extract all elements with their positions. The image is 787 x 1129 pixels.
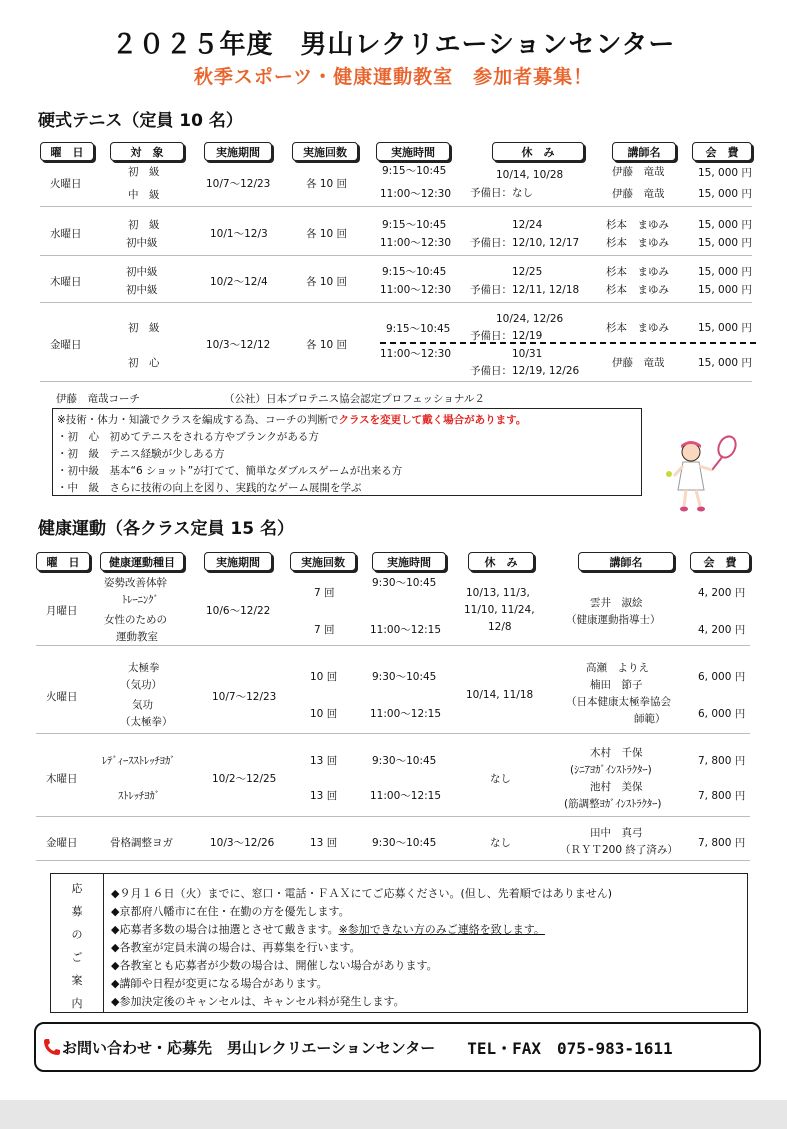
info-side-char: ご bbox=[71, 951, 83, 964]
time: 9:15～10:45 bbox=[386, 323, 451, 335]
holiday: 10/14, 11/18 bbox=[466, 689, 534, 701]
contact-tel: TEL・FAX 075-983-1611 bbox=[467, 1038, 673, 1058]
holiday: 10/31 bbox=[512, 348, 543, 360]
coach-note-cert: （公社）日本プロテニス協会認定プロフェッショナル２ bbox=[224, 393, 485, 405]
health-section-title: 健康運動（各クラス定員 15 名） bbox=[38, 519, 294, 539]
count: 13 回 bbox=[310, 755, 338, 767]
fee: 7, 800 円 bbox=[698, 790, 746, 802]
spare-day: 予備日：12/10, 12/17 bbox=[470, 237, 580, 249]
event: 骨格調整ヨガ bbox=[110, 837, 173, 849]
level: 初 心 bbox=[128, 357, 160, 369]
coach: 杉本 まゆみ bbox=[606, 237, 669, 249]
time: 9:15～10:45 bbox=[382, 165, 447, 177]
fee: 7, 800 円 bbox=[698, 837, 746, 849]
coach-note-name: 伊藤 竜哉コーチ bbox=[56, 393, 140, 405]
event: 運動教室 bbox=[116, 631, 158, 643]
row-divider bbox=[40, 255, 752, 256]
health-header-coach: 講師名 bbox=[578, 552, 674, 571]
level: 初中級 bbox=[126, 266, 158, 278]
info-side-char: 応 bbox=[71, 882, 83, 895]
time: 11:00～12:30 bbox=[380, 284, 452, 296]
time: 11:00～12:30 bbox=[380, 237, 452, 249]
count: 各 10 回 bbox=[306, 228, 348, 240]
count: 13 回 bbox=[310, 790, 338, 802]
info-line-text: ◆応募者多数の場合は抽選とさせて戴きます。 bbox=[111, 923, 339, 936]
coach: 高瀬 よりえ bbox=[586, 662, 649, 674]
fee: 4, 200 円 bbox=[698, 624, 746, 636]
info-side-char: 案 bbox=[71, 974, 83, 987]
tennis-header-target: 対 象 bbox=[110, 142, 184, 161]
holiday: なし bbox=[490, 773, 511, 785]
page-subtitle: 秋季スポーツ・健康運動教室 参加者募集！ bbox=[193, 66, 594, 88]
day: 金曜日 bbox=[50, 339, 82, 351]
coach: 田中 真弓 bbox=[590, 827, 643, 839]
event: ﾄﾚｰﾆﾝｸﾞ bbox=[122, 594, 159, 606]
day: 木曜日 bbox=[50, 276, 82, 288]
fee: 4, 200 円 bbox=[698, 587, 746, 599]
coach: （ＲＹＴ200 終了済み） bbox=[560, 844, 678, 856]
event: ｽﾄﾚｯﾁﾖｶﾞ bbox=[118, 790, 160, 802]
fee: 7, 800 円 bbox=[698, 755, 746, 767]
holiday: 12/25 bbox=[512, 266, 543, 278]
health-header-event: 健康運動種目 bbox=[100, 552, 184, 571]
coach: （日本健康太極拳協会 bbox=[566, 696, 671, 708]
period: 10/7～12/23 bbox=[212, 691, 277, 703]
level-note: ・初 級 テニス経験が少しある方 bbox=[57, 448, 225, 460]
tennis-header-time: 実施時間 bbox=[376, 142, 450, 161]
info-divider bbox=[103, 874, 104, 1012]
level-note: ・初中級 基本“6 ショット”が打てて、簡単なダブルスゲームが出来る方 bbox=[57, 465, 403, 477]
fee: 15, 000 円 bbox=[698, 237, 752, 249]
note-prefix: ※技術・体力・知識でクラスを編成する為、コーチの判断で bbox=[57, 414, 339, 426]
time: 9:30～10:45 bbox=[372, 837, 437, 849]
event: （太極拳） bbox=[120, 716, 173, 728]
fee: 6, 000 円 bbox=[698, 708, 746, 720]
period: 10/3～12/26 bbox=[210, 837, 275, 849]
contact-label: お問い合わせ・応募先 男山レクリエーションセンター bbox=[62, 1038, 436, 1057]
day: 木曜日 bbox=[46, 773, 78, 785]
spare-day: 予備日：12/19 bbox=[470, 330, 543, 342]
tennis-header-count: 実施回数 bbox=[292, 142, 358, 161]
coach: 楠田 節子 bbox=[590, 679, 643, 691]
row-divider bbox=[36, 645, 750, 646]
fee: 15, 000 円 bbox=[698, 266, 752, 278]
coach: 杉本 まゆみ bbox=[606, 284, 669, 296]
time: 11:00～12:15 bbox=[370, 790, 442, 802]
row-divider bbox=[40, 381, 752, 382]
tennis-header-coach: 講師名 bbox=[612, 142, 676, 161]
fee: 15, 000 円 bbox=[698, 357, 752, 369]
tennis-header-holiday: 休 み bbox=[492, 142, 584, 161]
health-header-holiday: 休 み bbox=[468, 552, 534, 571]
level: 中 級 bbox=[128, 189, 160, 201]
coach: 木村 千保 bbox=[590, 747, 643, 759]
info-side-char: 募 bbox=[71, 905, 83, 918]
page-bottom-bar bbox=[0, 1100, 787, 1129]
day: 月曜日 bbox=[46, 605, 78, 617]
application-info-box bbox=[50, 873, 748, 1013]
time: 11:00～12:15 bbox=[370, 708, 442, 720]
page-title: ２０２５年度 男山レクリエーションセンター bbox=[111, 30, 676, 60]
note-red: クラスを変更して戴く場合があります。 bbox=[338, 414, 527, 426]
info-line: ◆各教室が定員未満の場合は、再募集を行います。 bbox=[111, 941, 361, 954]
time: 9:30～10:45 bbox=[372, 577, 437, 589]
class-change-note bbox=[57, 412, 526, 427]
fee: 15, 000 円 bbox=[698, 219, 752, 231]
spare-day: 予備日：12/19, 12/26 bbox=[470, 365, 580, 377]
level: 初中級 bbox=[126, 284, 158, 296]
event: 女性のための bbox=[104, 614, 167, 626]
row-divider bbox=[36, 733, 750, 734]
fee: 15, 000 円 bbox=[698, 284, 752, 296]
info-line-lottery bbox=[111, 921, 545, 937]
period: 10/7～12/23 bbox=[206, 178, 271, 190]
health-header-period: 実施期間 bbox=[204, 552, 272, 571]
day: 火曜日 bbox=[50, 178, 82, 190]
fee: 6, 000 円 bbox=[698, 671, 746, 683]
count: 7 回 bbox=[314, 587, 335, 599]
holiday: 11/10, 11/24, bbox=[464, 604, 535, 616]
info-line: ◆各教室とも応募者が少数の場合は、開催しない場合があります。 bbox=[111, 959, 438, 972]
holiday: 12/24 bbox=[512, 219, 543, 231]
coach: 杉本 まゆみ bbox=[606, 322, 669, 334]
time: 9:30～10:45 bbox=[372, 671, 437, 683]
period: 10/2～12/4 bbox=[210, 276, 268, 288]
event: 姿勢改善体幹 bbox=[104, 577, 167, 589]
health-header-fee: 会 費 bbox=[690, 552, 750, 571]
holiday: 10/14, 10/28 bbox=[496, 169, 564, 181]
day: 火曜日 bbox=[46, 691, 78, 703]
fee: 15, 000 円 bbox=[698, 322, 752, 334]
count: 各 10 回 bbox=[306, 276, 348, 288]
health-header-count: 実施回数 bbox=[290, 552, 356, 571]
info-line: ◆参加決定後のキャンセルは、キャンセル料が発生します。 bbox=[111, 995, 405, 1008]
dashed-divider bbox=[380, 342, 756, 344]
coach: 伊藤 竜哉 bbox=[612, 357, 665, 369]
coach: (ｼﾆｱﾖｶﾞｲﾝｽﾄﾗｸﾀｰ) bbox=[570, 764, 652, 776]
row-divider bbox=[36, 860, 750, 861]
time: 11:00～12:15 bbox=[370, 624, 442, 636]
level-note: ・中 級 さらに技術の向上を図り、実践的なゲーム展開を学ぶ bbox=[57, 482, 362, 494]
time: 9:15～10:45 bbox=[382, 219, 447, 231]
health-header-day: 曜 日 bbox=[36, 552, 90, 571]
period: 10/6～12/22 bbox=[206, 605, 271, 617]
phone-icon bbox=[42, 1037, 62, 1057]
health-header-time: 実施時間 bbox=[372, 552, 446, 571]
info-line-underlined: ※参加できない方のみご連絡を致します。 bbox=[338, 923, 545, 936]
contact-box bbox=[34, 1022, 761, 1072]
count: 10 回 bbox=[310, 708, 338, 720]
holiday: 10/13, 11/3, bbox=[466, 587, 530, 599]
tennis-section-title: 硬式テニス（定員 10 名） bbox=[38, 111, 243, 131]
tennis-header-period: 実施期間 bbox=[204, 142, 272, 161]
level: 初中級 bbox=[126, 237, 158, 249]
time: 11:00～12:30 bbox=[380, 188, 452, 200]
event: 気功 bbox=[132, 699, 153, 711]
coach: 杉本 まゆみ bbox=[606, 266, 669, 278]
coach: 伊藤 竜哉 bbox=[612, 188, 665, 200]
event: ﾚﾃﾞｨｰｽｽﾄﾚｯﾁﾖｶﾞ bbox=[102, 755, 176, 767]
info-side-char: 内 bbox=[71, 997, 83, 1010]
row-divider bbox=[40, 206, 752, 207]
level: 初 級 bbox=[128, 166, 160, 178]
count: 13 回 bbox=[310, 837, 338, 849]
tennis-header-day: 曜 日 bbox=[40, 142, 94, 161]
level: 初 級 bbox=[128, 322, 160, 334]
holiday: なし bbox=[490, 837, 511, 849]
time: 11:00～12:30 bbox=[380, 348, 452, 360]
count: 10 回 bbox=[310, 671, 338, 683]
info-line: ◆９月１６日（火）までに、窓口・電話・ＦＡＸにてご応募ください。(但し、先着順ではありません) bbox=[111, 887, 613, 900]
period: 10/1～12/3 bbox=[210, 228, 268, 240]
time: 9:30～10:45 bbox=[372, 755, 437, 767]
day: 水曜日 bbox=[50, 228, 82, 240]
info-side-char: の bbox=[71, 928, 83, 941]
coach: 伊藤 竜哉 bbox=[612, 166, 665, 178]
event: （気功） bbox=[120, 679, 162, 691]
holiday: 12/8 bbox=[488, 621, 512, 633]
event: 太極拳 bbox=[128, 662, 160, 674]
time: 9:15～10:45 bbox=[382, 266, 447, 278]
holiday: 10/24, 12/26 bbox=[496, 313, 564, 325]
period: 10/3～12/12 bbox=[206, 339, 271, 351]
fee: 15, 000 円 bbox=[698, 188, 752, 200]
spare-day: 予備日：なし bbox=[470, 187, 533, 199]
tennis-header-fee: 会 費 bbox=[692, 142, 752, 161]
coach: 師範） bbox=[634, 713, 666, 725]
spare-day: 予備日：12/11, 12/18 bbox=[470, 284, 580, 296]
info-line: ◆京都府八幡市に在住・在勤の方を優先します。 bbox=[111, 905, 350, 918]
coach: （健康運動指導士） bbox=[566, 614, 661, 626]
tennis-level-notes bbox=[52, 408, 642, 496]
count: 7 回 bbox=[314, 624, 335, 636]
count: 各 10 回 bbox=[306, 339, 348, 351]
coach: (筋調整ﾖｶﾞｲﾝｽﾄﾗｸﾀｰ) bbox=[564, 798, 662, 810]
row-divider bbox=[40, 302, 752, 303]
coach: 雲井 淑絵 bbox=[590, 597, 643, 609]
fee: 15, 000 円 bbox=[698, 167, 752, 179]
tennis-player-illustration bbox=[660, 432, 740, 522]
period: 10/2～12/25 bbox=[212, 773, 277, 785]
day: 金曜日 bbox=[46, 837, 78, 849]
coach: 池村 美保 bbox=[590, 781, 643, 793]
count: 各 10 回 bbox=[306, 178, 348, 190]
info-line: ◆講師や日程が変更になる場合があります。 bbox=[111, 977, 328, 990]
row-divider bbox=[36, 816, 750, 817]
level-note: ・初 心 初めてテニスをされる方やブランクがある方 bbox=[57, 431, 319, 443]
coach: 杉本 まゆみ bbox=[606, 219, 669, 231]
level: 初 級 bbox=[128, 219, 160, 231]
